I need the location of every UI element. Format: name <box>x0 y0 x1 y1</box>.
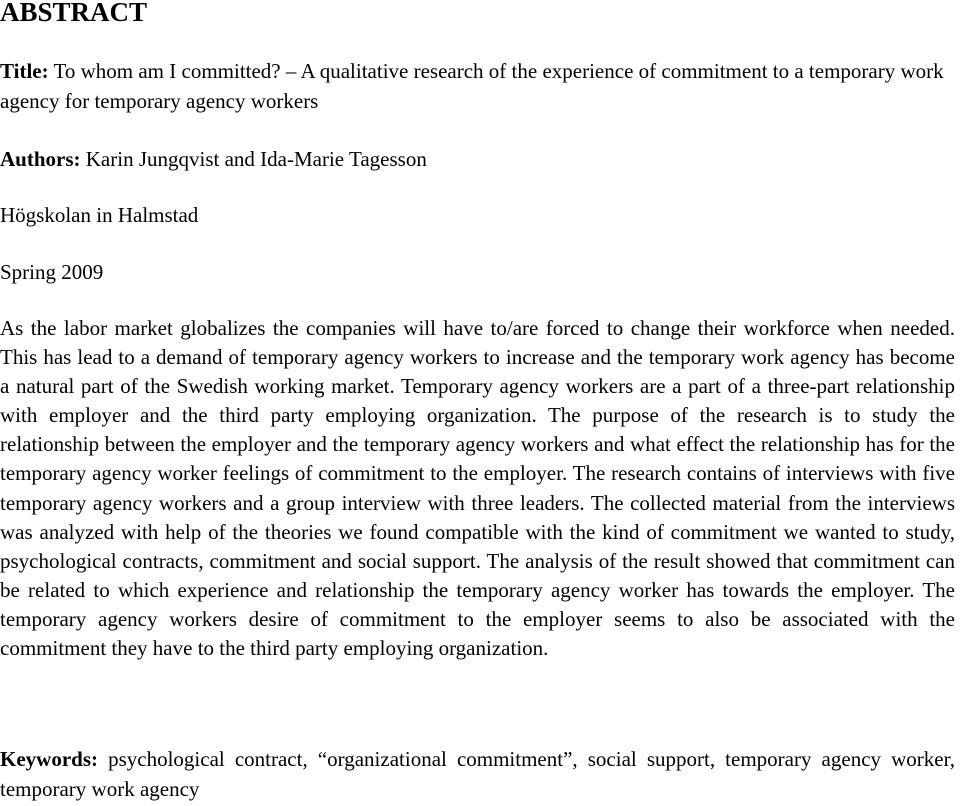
institution-line: Högskolan in Halmstad <box>0 203 199 227</box>
title-text: To whom am I committed? – A qualitative research of the experience of commitment to a temporary work agency for temporary agency workers <box>0 59 944 113</box>
authors-line <box>0 144 427 174</box>
title-label: Title: <box>0 59 49 83</box>
term-line: Spring 2009 <box>0 260 104 284</box>
authors-label: Authors: <box>0 147 81 171</box>
abstract-body: As the labor market globalizes the companies will have to/are forced to change their workforce when needed. This has lead to a demand of temporary agency workers to increase and the temporary work agency has become a natural part of the Swedish working market. Temporary agency workers are a part of a three-part relationship with employer and the third party employing organization. The purpose of the research is to study the relationship between the employer and the temporary agency workers and what effect the relationship has for the temporary agency worker feelings of commitment to the employer. The research contains of interviews with five temporary agency workers and a group interview with three leaders. The collected material from the interviews was analyzed with help of the theories we found compatible with the kind of commitment we wanted to study, psychological contracts, commitment and social support. The analysis of the result showed that commitment can be related to which experience and relationship the temporary agency worker has towards the employer. The temporary agency workers desire of commitment to the employer seems to also be associated with the commitment they have to the third party employing organization. <box>0 316 955 661</box>
title-line <box>0 56 960 116</box>
keywords-line <box>0 744 955 804</box>
authors-text: Karin Jungqvist and Ida-Marie Tagesson <box>85 147 427 171</box>
abstract-heading: ABSTRACT <box>0 0 148 27</box>
keywords-text: psychological contract, “organizational commitment”, social support, temporary agency worker, temporary work agency <box>0 747 955 801</box>
keywords-label: Keywords: <box>0 747 98 771</box>
